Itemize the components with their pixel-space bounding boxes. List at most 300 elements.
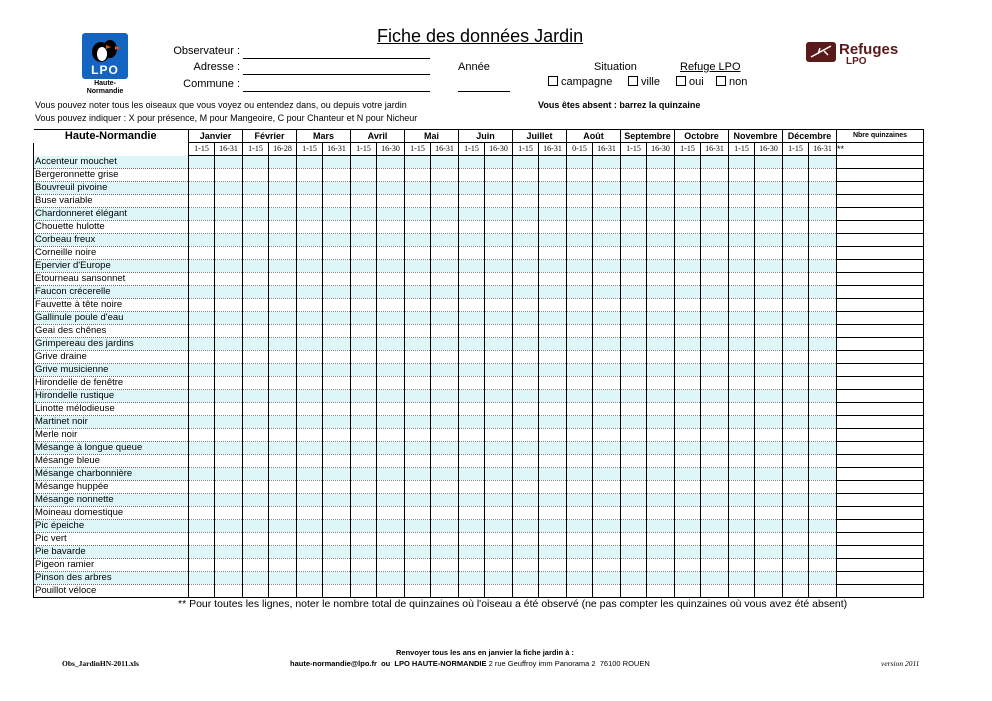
observation-cell[interactable] bbox=[405, 377, 431, 390]
nbre-quinzaines-cell[interactable] bbox=[837, 481, 924, 494]
observation-cell[interactable] bbox=[755, 442, 783, 455]
observation-cell[interactable] bbox=[297, 377, 323, 390]
observation-cell[interactable] bbox=[567, 338, 593, 351]
observation-cell[interactable] bbox=[351, 351, 377, 364]
observation-cell[interactable] bbox=[215, 273, 243, 286]
observation-cell[interactable] bbox=[621, 585, 647, 598]
observation-cell[interactable] bbox=[621, 364, 647, 377]
observation-cell[interactable] bbox=[485, 325, 513, 338]
observation-cell[interactable] bbox=[377, 377, 405, 390]
observation-cell[interactable] bbox=[621, 533, 647, 546]
observation-cell[interactable] bbox=[755, 247, 783, 260]
observation-cell[interactable] bbox=[701, 299, 729, 312]
observation-cell[interactable] bbox=[729, 507, 755, 520]
observation-cell[interactable] bbox=[323, 351, 351, 364]
observation-cell[interactable] bbox=[485, 585, 513, 598]
observation-cell[interactable] bbox=[729, 221, 755, 234]
observation-cell[interactable] bbox=[297, 390, 323, 403]
observation-cell[interactable] bbox=[215, 507, 243, 520]
observation-cell[interactable] bbox=[729, 273, 755, 286]
observation-cell[interactable] bbox=[809, 455, 837, 468]
observation-cell[interactable] bbox=[701, 195, 729, 208]
observation-cell[interactable] bbox=[351, 520, 377, 533]
observation-cell[interactable] bbox=[243, 299, 269, 312]
observation-cell[interactable] bbox=[539, 273, 567, 286]
observation-cell[interactable] bbox=[297, 234, 323, 247]
observation-cell[interactable] bbox=[539, 507, 567, 520]
observation-cell[interactable] bbox=[351, 481, 377, 494]
observation-cell[interactable] bbox=[351, 169, 377, 182]
observation-cell[interactable] bbox=[215, 260, 243, 273]
observation-cell[interactable] bbox=[459, 429, 485, 442]
observation-cell[interactable] bbox=[567, 351, 593, 364]
observation-cell[interactable] bbox=[431, 377, 459, 390]
observation-cell[interactable] bbox=[755, 169, 783, 182]
observation-cell[interactable] bbox=[755, 416, 783, 429]
observation-cell[interactable] bbox=[323, 286, 351, 299]
observation-cell[interactable] bbox=[621, 221, 647, 234]
observation-cell[interactable] bbox=[647, 403, 675, 416]
observation-cell[interactable] bbox=[567, 182, 593, 195]
observation-cell[interactable] bbox=[675, 468, 701, 481]
observation-cell[interactable] bbox=[297, 273, 323, 286]
observation-cell[interactable] bbox=[621, 559, 647, 572]
observation-cell[interactable] bbox=[297, 351, 323, 364]
observation-cell[interactable] bbox=[459, 494, 485, 507]
observation-cell[interactable] bbox=[459, 156, 485, 169]
observation-cell[interactable] bbox=[783, 494, 809, 507]
observation-cell[interactable] bbox=[485, 273, 513, 286]
observation-cell[interactable] bbox=[405, 520, 431, 533]
observation-cell[interactable] bbox=[701, 364, 729, 377]
observation-cell[interactable] bbox=[621, 182, 647, 195]
observation-cell[interactable] bbox=[593, 234, 621, 247]
observation-cell[interactable] bbox=[297, 338, 323, 351]
observation-cell[interactable] bbox=[539, 286, 567, 299]
observation-cell[interactable] bbox=[297, 403, 323, 416]
observation-cell[interactable] bbox=[647, 260, 675, 273]
observation-cell[interactable] bbox=[215, 247, 243, 260]
observation-cell[interactable] bbox=[647, 234, 675, 247]
observation-cell[interactable] bbox=[377, 585, 405, 598]
observation-cell[interactable] bbox=[405, 156, 431, 169]
observation-cell[interactable] bbox=[621, 273, 647, 286]
observation-cell[interactable] bbox=[243, 351, 269, 364]
observation-cell[interactable] bbox=[485, 494, 513, 507]
observation-cell[interactable] bbox=[485, 507, 513, 520]
observation-cell[interactable] bbox=[351, 494, 377, 507]
nbre-quinzaines-cell[interactable] bbox=[837, 403, 924, 416]
observation-cell[interactable] bbox=[377, 260, 405, 273]
observation-cell[interactable] bbox=[189, 455, 215, 468]
observation-cell[interactable] bbox=[675, 156, 701, 169]
observation-cell[interactable] bbox=[675, 481, 701, 494]
observation-cell[interactable] bbox=[729, 572, 755, 585]
observation-cell[interactable] bbox=[809, 156, 837, 169]
observation-cell[interactable] bbox=[621, 546, 647, 559]
ville-checkbox[interactable] bbox=[628, 76, 638, 86]
observation-cell[interactable] bbox=[351, 403, 377, 416]
observation-cell[interactable] bbox=[215, 156, 243, 169]
observation-cell[interactable] bbox=[377, 338, 405, 351]
observation-cell[interactable] bbox=[459, 520, 485, 533]
observation-cell[interactable] bbox=[297, 520, 323, 533]
observation-cell[interactable] bbox=[675, 338, 701, 351]
observation-cell[interactable] bbox=[755, 273, 783, 286]
observation-cell[interactable] bbox=[459, 325, 485, 338]
observation-cell[interactable] bbox=[297, 156, 323, 169]
observation-cell[interactable] bbox=[323, 559, 351, 572]
observation-cell[interactable] bbox=[675, 494, 701, 507]
observation-cell[interactable] bbox=[593, 546, 621, 559]
observation-cell[interactable] bbox=[377, 195, 405, 208]
observation-cell[interactable] bbox=[215, 286, 243, 299]
observation-cell[interactable] bbox=[783, 572, 809, 585]
observation-cell[interactable] bbox=[675, 442, 701, 455]
observation-cell[interactable] bbox=[513, 533, 539, 546]
observation-cell[interactable] bbox=[729, 325, 755, 338]
observation-cell[interactable] bbox=[351, 221, 377, 234]
observation-cell[interactable] bbox=[323, 182, 351, 195]
nbre-quinzaines-cell[interactable] bbox=[837, 442, 924, 455]
observation-cell[interactable] bbox=[755, 286, 783, 299]
observation-cell[interactable] bbox=[189, 273, 215, 286]
observation-cell[interactable] bbox=[377, 520, 405, 533]
observation-cell[interactable] bbox=[405, 455, 431, 468]
observation-cell[interactable] bbox=[297, 325, 323, 338]
observation-cell[interactable] bbox=[567, 273, 593, 286]
observation-cell[interactable] bbox=[377, 351, 405, 364]
nbre-quinzaines-cell[interactable] bbox=[837, 260, 924, 273]
adresse-field[interactable] bbox=[243, 74, 430, 75]
observation-cell[interactable] bbox=[431, 416, 459, 429]
observation-cell[interactable] bbox=[351, 182, 377, 195]
observation-cell[interactable] bbox=[323, 234, 351, 247]
observation-cell[interactable] bbox=[405, 429, 431, 442]
nbre-quinzaines-cell[interactable] bbox=[837, 429, 924, 442]
observation-cell[interactable] bbox=[351, 533, 377, 546]
observation-cell[interactable] bbox=[809, 403, 837, 416]
observation-cell[interactable] bbox=[431, 481, 459, 494]
observation-cell[interactable] bbox=[809, 312, 837, 325]
nbre-quinzaines-cell[interactable] bbox=[837, 221, 924, 234]
observation-cell[interactable] bbox=[675, 208, 701, 221]
observation-cell[interactable] bbox=[269, 338, 297, 351]
observation-cell[interactable] bbox=[351, 416, 377, 429]
observation-cell[interactable] bbox=[593, 390, 621, 403]
observation-cell[interactable] bbox=[701, 403, 729, 416]
observation-cell[interactable] bbox=[729, 585, 755, 598]
observation-cell[interactable] bbox=[621, 442, 647, 455]
observation-cell[interactable] bbox=[539, 234, 567, 247]
observation-cell[interactable] bbox=[215, 572, 243, 585]
observation-cell[interactable] bbox=[701, 585, 729, 598]
observation-cell[interactable] bbox=[729, 195, 755, 208]
observation-cell[interactable] bbox=[621, 325, 647, 338]
observation-cell[interactable] bbox=[269, 351, 297, 364]
observation-cell[interactable] bbox=[485, 338, 513, 351]
observation-cell[interactable] bbox=[215, 416, 243, 429]
observation-cell[interactable] bbox=[593, 429, 621, 442]
observation-cell[interactable] bbox=[351, 273, 377, 286]
observation-cell[interactable] bbox=[405, 286, 431, 299]
observation-cell[interactable] bbox=[215, 468, 243, 481]
observation-cell[interactable] bbox=[485, 403, 513, 416]
observation-cell[interactable] bbox=[513, 507, 539, 520]
observation-cell[interactable] bbox=[269, 520, 297, 533]
observation-cell[interactable] bbox=[755, 494, 783, 507]
observation-cell[interactable] bbox=[783, 351, 809, 364]
nbre-quinzaines-cell[interactable] bbox=[837, 533, 924, 546]
observation-cell[interactable] bbox=[593, 442, 621, 455]
observation-cell[interactable] bbox=[351, 585, 377, 598]
observation-cell[interactable] bbox=[539, 169, 567, 182]
nbre-quinzaines-cell[interactable] bbox=[837, 351, 924, 364]
observation-cell[interactable] bbox=[323, 299, 351, 312]
observation-cell[interactable] bbox=[431, 520, 459, 533]
observation-cell[interactable] bbox=[215, 429, 243, 442]
observation-cell[interactable] bbox=[351, 546, 377, 559]
observation-cell[interactable] bbox=[513, 442, 539, 455]
observation-cell[interactable] bbox=[377, 364, 405, 377]
observation-cell[interactable] bbox=[809, 533, 837, 546]
observation-cell[interactable] bbox=[701, 247, 729, 260]
observation-cell[interactable] bbox=[189, 429, 215, 442]
observation-cell[interactable] bbox=[809, 351, 837, 364]
observation-cell[interactable] bbox=[377, 156, 405, 169]
observation-cell[interactable] bbox=[701, 559, 729, 572]
observation-cell[interactable] bbox=[729, 351, 755, 364]
observation-cell[interactable] bbox=[701, 455, 729, 468]
observation-cell[interactable] bbox=[729, 494, 755, 507]
observation-cell[interactable] bbox=[269, 221, 297, 234]
observation-cell[interactable] bbox=[567, 390, 593, 403]
observation-cell[interactable] bbox=[755, 390, 783, 403]
observation-cell[interactable] bbox=[809, 208, 837, 221]
nbre-quinzaines-cell[interactable] bbox=[837, 507, 924, 520]
observation-cell[interactable] bbox=[729, 234, 755, 247]
observation-cell[interactable] bbox=[755, 338, 783, 351]
observation-cell[interactable] bbox=[729, 299, 755, 312]
observation-cell[interactable] bbox=[647, 559, 675, 572]
observation-cell[interactable] bbox=[485, 208, 513, 221]
observation-cell[interactable] bbox=[243, 260, 269, 273]
observation-cell[interactable] bbox=[809, 221, 837, 234]
observation-cell[interactable] bbox=[243, 572, 269, 585]
observation-cell[interactable] bbox=[459, 559, 485, 572]
observation-cell[interactable] bbox=[269, 468, 297, 481]
observation-cell[interactable] bbox=[323, 390, 351, 403]
observation-cell[interactable] bbox=[647, 338, 675, 351]
observation-cell[interactable] bbox=[297, 260, 323, 273]
nbre-quinzaines-cell[interactable] bbox=[837, 338, 924, 351]
observation-cell[interactable] bbox=[323, 221, 351, 234]
observation-cell[interactable] bbox=[485, 364, 513, 377]
observation-cell[interactable] bbox=[377, 325, 405, 338]
observation-cell[interactable] bbox=[567, 234, 593, 247]
observation-cell[interactable] bbox=[431, 468, 459, 481]
observation-cell[interactable] bbox=[405, 481, 431, 494]
observation-cell[interactable] bbox=[405, 338, 431, 351]
observation-cell[interactable] bbox=[567, 585, 593, 598]
observation-cell[interactable] bbox=[513, 455, 539, 468]
observation-cell[interactable] bbox=[755, 299, 783, 312]
observation-cell[interactable] bbox=[701, 533, 729, 546]
observation-cell[interactable] bbox=[431, 169, 459, 182]
observation-cell[interactable] bbox=[701, 442, 729, 455]
observation-cell[interactable] bbox=[675, 364, 701, 377]
observation-cell[interactable] bbox=[539, 364, 567, 377]
observation-cell[interactable] bbox=[809, 520, 837, 533]
observation-cell[interactable] bbox=[621, 468, 647, 481]
observation-cell[interactable] bbox=[593, 507, 621, 520]
observation-cell[interactable] bbox=[783, 390, 809, 403]
observation-cell[interactable] bbox=[647, 533, 675, 546]
observation-cell[interactable] bbox=[675, 507, 701, 520]
observation-cell[interactable] bbox=[647, 481, 675, 494]
observation-cell[interactable] bbox=[701, 494, 729, 507]
observation-cell[interactable] bbox=[513, 234, 539, 247]
observation-cell[interactable] bbox=[243, 403, 269, 416]
observation-cell[interactable] bbox=[215, 403, 243, 416]
observation-cell[interactable] bbox=[621, 351, 647, 364]
observation-cell[interactable] bbox=[269, 429, 297, 442]
non-checkbox[interactable] bbox=[716, 76, 726, 86]
observation-cell[interactable] bbox=[405, 351, 431, 364]
observation-cell[interactable] bbox=[269, 247, 297, 260]
observation-cell[interactable] bbox=[647, 221, 675, 234]
observation-cell[interactable] bbox=[297, 286, 323, 299]
observation-cell[interactable] bbox=[539, 312, 567, 325]
observation-cell[interactable] bbox=[431, 247, 459, 260]
observation-cell[interactable] bbox=[513, 338, 539, 351]
observation-cell[interactable] bbox=[269, 234, 297, 247]
observation-cell[interactable] bbox=[567, 533, 593, 546]
nbre-quinzaines-cell[interactable] bbox=[837, 156, 924, 169]
observation-cell[interactable] bbox=[377, 182, 405, 195]
campagne-checkbox[interactable] bbox=[548, 76, 558, 86]
observation-cell[interactable] bbox=[647, 195, 675, 208]
observation-cell[interactable] bbox=[269, 585, 297, 598]
observation-cell[interactable] bbox=[647, 364, 675, 377]
observation-cell[interactable] bbox=[621, 429, 647, 442]
observation-cell[interactable] bbox=[513, 559, 539, 572]
observation-cell[interactable] bbox=[567, 559, 593, 572]
observation-cell[interactable] bbox=[459, 468, 485, 481]
observation-cell[interactable] bbox=[621, 260, 647, 273]
observation-cell[interactable] bbox=[215, 481, 243, 494]
observation-cell[interactable] bbox=[377, 455, 405, 468]
observation-cell[interactable] bbox=[567, 286, 593, 299]
observation-cell[interactable] bbox=[593, 559, 621, 572]
observation-cell[interactable] bbox=[701, 377, 729, 390]
observation-cell[interactable] bbox=[431, 221, 459, 234]
observation-cell[interactable] bbox=[243, 520, 269, 533]
observation-cell[interactable] bbox=[351, 299, 377, 312]
observation-cell[interactable] bbox=[297, 169, 323, 182]
observation-cell[interactable] bbox=[539, 572, 567, 585]
observation-cell[interactable] bbox=[513, 377, 539, 390]
observation-cell[interactable] bbox=[647, 546, 675, 559]
observation-cell[interactable] bbox=[459, 351, 485, 364]
observation-cell[interactable] bbox=[405, 260, 431, 273]
observation-cell[interactable] bbox=[783, 195, 809, 208]
observation-cell[interactable] bbox=[593, 351, 621, 364]
observation-cell[interactable] bbox=[593, 338, 621, 351]
observation-cell[interactable] bbox=[189, 507, 215, 520]
observation-cell[interactable] bbox=[459, 338, 485, 351]
observation-cell[interactable] bbox=[675, 546, 701, 559]
observation-cell[interactable] bbox=[351, 234, 377, 247]
observation-cell[interactable] bbox=[729, 182, 755, 195]
observation-cell[interactable] bbox=[215, 299, 243, 312]
observation-cell[interactable] bbox=[215, 338, 243, 351]
observation-cell[interactable] bbox=[513, 546, 539, 559]
observation-cell[interactable] bbox=[783, 325, 809, 338]
observation-cell[interactable] bbox=[269, 364, 297, 377]
observation-cell[interactable] bbox=[243, 325, 269, 338]
observation-cell[interactable] bbox=[405, 208, 431, 221]
observation-cell[interactable] bbox=[755, 182, 783, 195]
observation-cell[interactable] bbox=[405, 416, 431, 429]
observation-cell[interactable] bbox=[377, 507, 405, 520]
observation-cell[interactable] bbox=[701, 286, 729, 299]
observation-cell[interactable] bbox=[189, 312, 215, 325]
observation-cell[interactable] bbox=[243, 286, 269, 299]
observation-cell[interactable] bbox=[675, 247, 701, 260]
observation-cell[interactable] bbox=[593, 572, 621, 585]
observation-cell[interactable] bbox=[567, 195, 593, 208]
observation-cell[interactable] bbox=[323, 208, 351, 221]
observation-cell[interactable] bbox=[783, 338, 809, 351]
observation-cell[interactable] bbox=[539, 416, 567, 429]
observation-cell[interactable] bbox=[593, 169, 621, 182]
observation-cell[interactable] bbox=[755, 208, 783, 221]
observation-cell[interactable] bbox=[297, 481, 323, 494]
observation-cell[interactable] bbox=[485, 169, 513, 182]
observation-cell[interactable] bbox=[351, 364, 377, 377]
observation-cell[interactable] bbox=[269, 325, 297, 338]
observation-cell[interactable] bbox=[351, 260, 377, 273]
observation-cell[interactable] bbox=[215, 325, 243, 338]
observation-cell[interactable] bbox=[323, 260, 351, 273]
observation-cell[interactable] bbox=[755, 325, 783, 338]
observation-cell[interactable] bbox=[513, 390, 539, 403]
observation-cell[interactable] bbox=[809, 338, 837, 351]
observation-cell[interactable] bbox=[809, 546, 837, 559]
observation-cell[interactable] bbox=[377, 208, 405, 221]
observation-cell[interactable] bbox=[539, 559, 567, 572]
observation-cell[interactable] bbox=[647, 273, 675, 286]
observation-cell[interactable] bbox=[783, 585, 809, 598]
observation-cell[interactable] bbox=[567, 416, 593, 429]
observation-cell[interactable] bbox=[269, 195, 297, 208]
observation-cell[interactable] bbox=[377, 481, 405, 494]
observation-cell[interactable] bbox=[297, 416, 323, 429]
observation-cell[interactable] bbox=[269, 208, 297, 221]
observation-cell[interactable] bbox=[243, 481, 269, 494]
observation-cell[interactable] bbox=[243, 468, 269, 481]
observation-cell[interactable] bbox=[701, 416, 729, 429]
observation-cell[interactable] bbox=[621, 286, 647, 299]
observation-cell[interactable] bbox=[459, 182, 485, 195]
observation-cell[interactable] bbox=[485, 455, 513, 468]
observation-cell[interactable] bbox=[647, 494, 675, 507]
observation-cell[interactable] bbox=[647, 169, 675, 182]
observation-cell[interactable] bbox=[513, 169, 539, 182]
observation-cell[interactable] bbox=[729, 364, 755, 377]
observation-cell[interactable] bbox=[701, 390, 729, 403]
